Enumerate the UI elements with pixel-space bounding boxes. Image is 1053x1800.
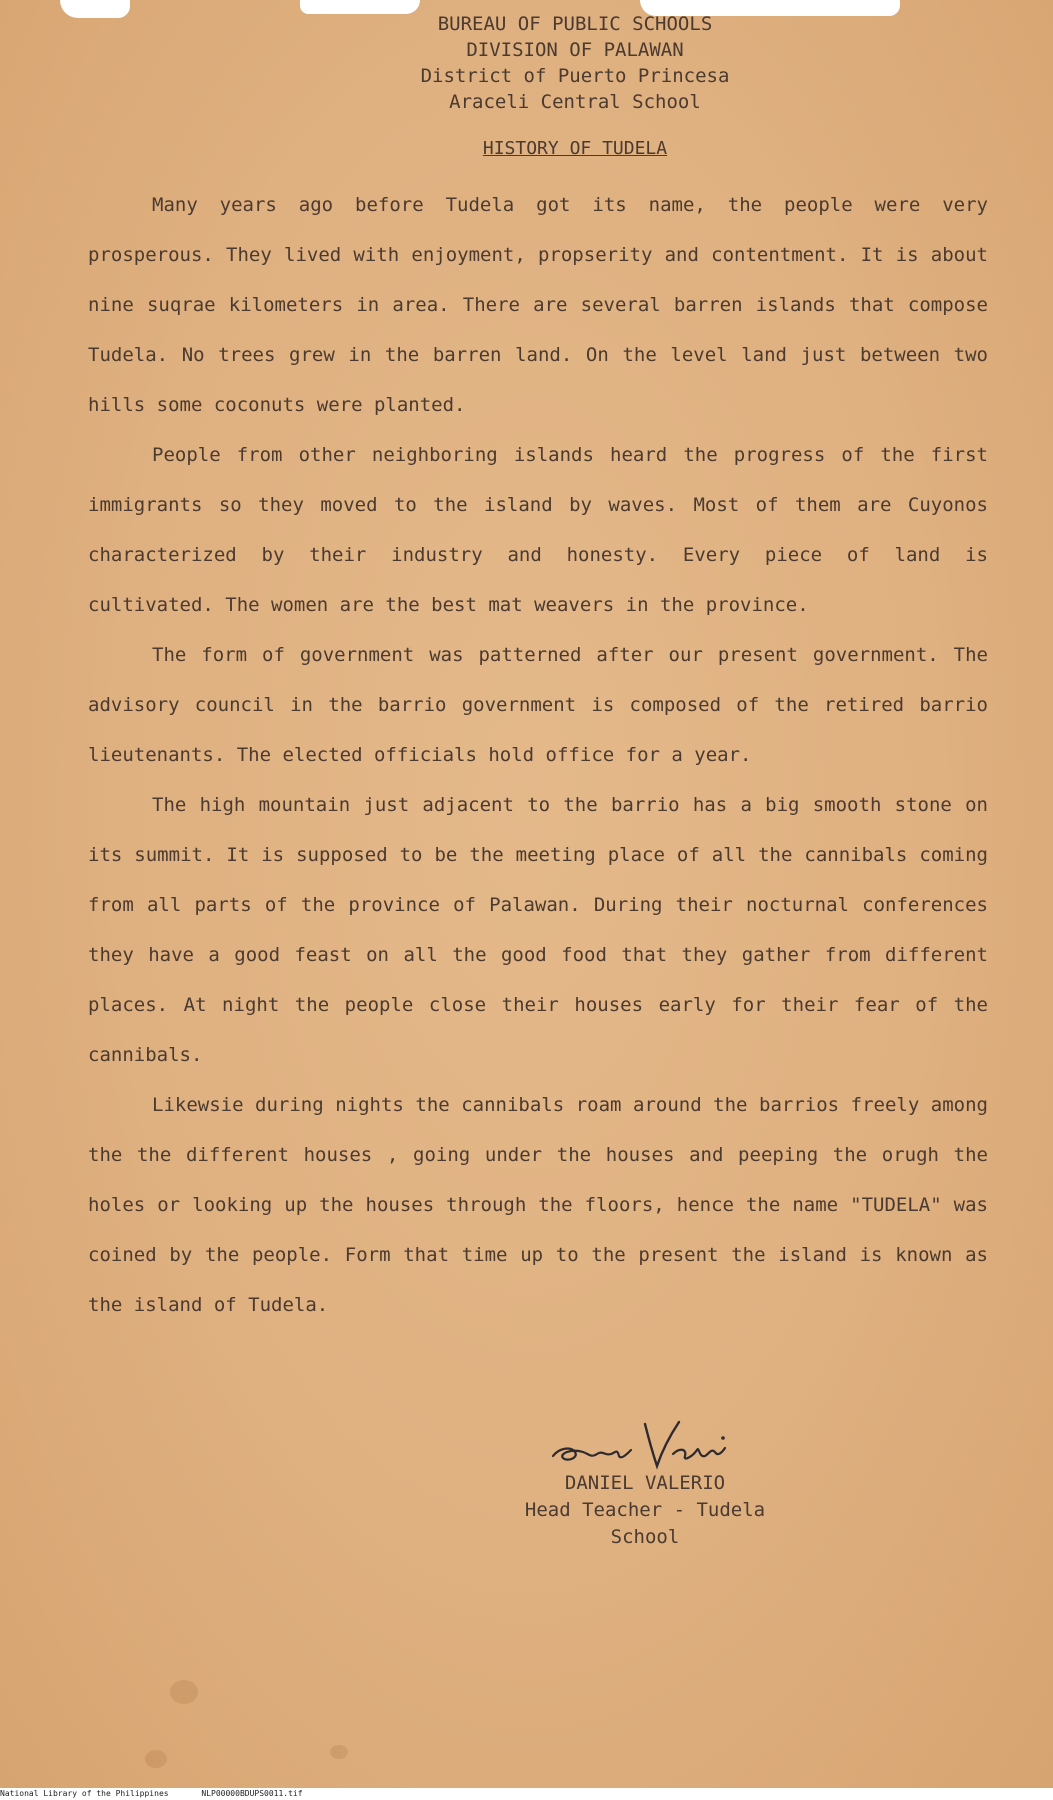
paragraph: Many years ago before Tudela got its name, the people were very prosperous. They lived with enjoyment, propserity and contentment. It is about nine suqrae kilometers in area. There are several barren islands that compose Tudela. No trees grew in the barren land. On the level land just between two hills some coconuts were planted. — [88, 194, 988, 416]
torn-edge — [60, 0, 130, 18]
paragraph: The form of government was patterned after our present government. The advisory council in the barrio government is composed of the retired barrio lieutenants. The elected officials hold office for a year. — [88, 644, 988, 766]
signatory-name: DANIEL VALERIO — [564, 1472, 726, 1494]
paper-stain — [145, 1750, 167, 1768]
letterhead-school: Araceli Central School — [449, 91, 701, 113]
handwritten-signature — [545, 1418, 745, 1474]
document-title: HISTORY OF TUDELA — [482, 138, 668, 159]
paragraph: The high mountain just adjacent to the barrio has a big smooth stone on its summit. It is supposed to be the meeting place of all the cannibals coming from all parts of the province of Palawan. During their nocturnal conferences they have a good feast on all the good food that they gather from different places. At night the people close their houses early for their fear of the cannibals. — [88, 794, 988, 1066]
signatory-title: Head Teacher - Tudela — [524, 1499, 766, 1521]
paper-stain — [170, 1680, 198, 1704]
archive-footer — [0, 1788, 1053, 1800]
footer-library: National Library of the Philippines — [0, 1789, 169, 1798]
paragraph: Likewsie during nights the cannibals roam around the barrios freely among the the different houses , going under the houses and peeping the orugh the holes or looking up the houses through the floors, hence the name "TUDELA" was coined by the people. Form that time up to the present the island is known as the island of Tudela. — [88, 1094, 988, 1316]
letterhead-division: DIVISION OF PALAWAN — [466, 39, 684, 61]
document-body — [88, 180, 988, 1330]
paragraph: People from other neighboring islands heard the progress of the first immigrants so they moved to the island by waves. Most of them are Cuyonos characterized by their industry and honesty. Every piece of land is cultivated. The women are the best mat weavers in the province. — [88, 444, 988, 616]
letterhead-bureau: BUREAU OF PUBLIC SCHOOLS — [437, 13, 713, 35]
footer-file-id: NLP00000BDUPS0011.tif — [201, 1789, 303, 1798]
letterhead-district: District of Puerto Princesa — [420, 65, 730, 87]
signatory-school: School — [610, 1526, 680, 1548]
paper-stain — [330, 1745, 348, 1759]
